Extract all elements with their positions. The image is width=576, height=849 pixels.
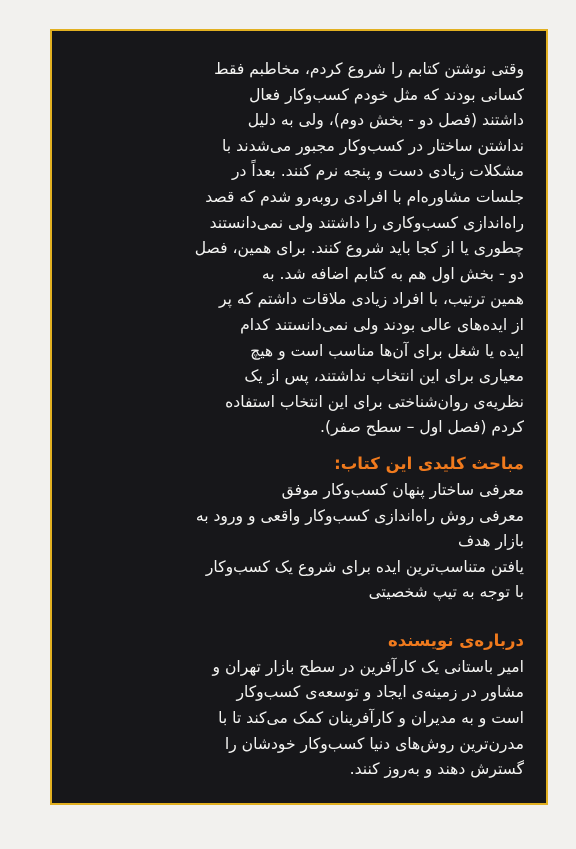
about-author-line: گسترش دهند و به‌روز کنند. bbox=[349, 760, 524, 779]
intro-line: از ایده‌های عالی بودند ولی نمی‌دانستند کدام bbox=[240, 315, 524, 334]
intro-line: داشتند (فصل دو - بخش دوم)، ولی به دلیل bbox=[247, 111, 524, 130]
intro-line: نداشتن ساختار در کسب‌وکار مجبور می‌شدند با bbox=[222, 136, 524, 155]
key-topic-item bbox=[74, 478, 524, 504]
key-topics-list bbox=[74, 478, 524, 606]
intro-line: چطوری یا از کجا باید شروع کنند. برای همین، فصل bbox=[194, 239, 524, 258]
key-topic-line: با توجه به تیپ شخصیتی bbox=[368, 583, 524, 602]
about-author-paragraph bbox=[74, 655, 524, 783]
intro-line: وقتی نوشتن کتابم را شروع کردم، مخاطبم فقط bbox=[214, 60, 524, 78]
key-topic-line: معرفی روش راه‌اندازی کسب‌وکار واقعی و ورود به bbox=[195, 506, 524, 525]
key-topic-item bbox=[74, 504, 524, 555]
intro-line: معیاری برای این انتخاب نداشتند، پس از یک bbox=[244, 367, 524, 386]
back-cover-panel bbox=[50, 29, 548, 805]
key-topic-item bbox=[74, 555, 524, 606]
intro-line: راه‌اندازی کسب‌وکاری را داشتند ولی نمی‌دانستند bbox=[209, 213, 524, 232]
intro-line: مشکلات زیادی دست و پنجه نرم کنند. بعداً در bbox=[231, 162, 524, 181]
about-author-line: امیر باستانی یک کارآفرین در سطح بازار تهران و bbox=[212, 657, 524, 676]
about-author-line: مشاور در زمینه‌ی ایجاد و توسعه‌ی کسب‌وکار bbox=[236, 683, 524, 702]
about-author-line: است و به مدیران و کارآفرینان کمک می‌کند تا با bbox=[218, 709, 524, 728]
about-author-heading: درباره‌ی نویسنده bbox=[388, 630, 524, 650]
intro-paragraph bbox=[74, 57, 524, 441]
intro-line: جلسات مشاوره‌ام با افرادی روبه‌رو شدم که قصد bbox=[205, 187, 524, 206]
intro-line: کسانی بودند که مثل خودم کسب‌وکار فعال bbox=[249, 85, 524, 104]
intro-line: همین ترتیب، با افراد زیادی ملاقات داشتم که پر bbox=[218, 290, 524, 309]
key-topic-line: معرفی ساختار پنهان کسب‌وکار موفق bbox=[281, 480, 524, 499]
intro-line: نظریه‌ی روان‌شناختی برای این انتخاب استفاده bbox=[225, 392, 524, 411]
about-author-line: مدرن‌ترین روش‌های دنیا کسب‌وکار خودشان را bbox=[224, 734, 524, 753]
back-cover-text bbox=[74, 57, 524, 783]
intro-line: ایده یا شغل برای آن‌ها مناسب است و هیچ bbox=[250, 341, 524, 360]
intro-line: دو - بخش اول هم به کتابم اضافه شد. به bbox=[261, 264, 524, 283]
key-topic-line: بازار هدف bbox=[457, 532, 524, 551]
intro-line: کردم (فصل اول – سطح صفر). bbox=[320, 418, 524, 437]
key-topics-heading: مباحث کلیدی این کتاب: bbox=[334, 453, 524, 473]
key-topic-line: یافتن متناسب‌ترین ایده برای شروع یک کسب‌وکار bbox=[205, 557, 524, 576]
